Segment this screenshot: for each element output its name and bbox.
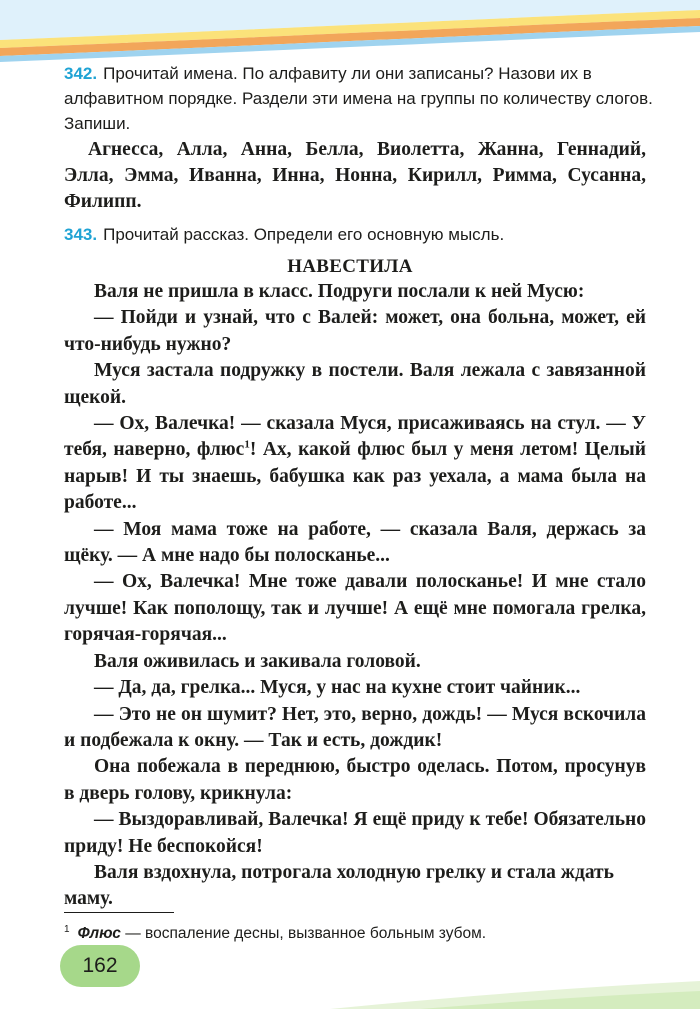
story-paragraph-7: Валя оживилась и закивала головой. — [94, 650, 421, 672]
exercise-342-number: 342. — [64, 64, 98, 83]
story-paragraph-9: — Это не он шумит? Нет, это, верно, дождь! — Муся вскочила и подбежала к окну. — Так и есть, дождик! — [64, 703, 646, 751]
story-paragraph-11: — Выздоравливай, Валечка! Я ещё приду к тебе! Обязательно приду! Не беспокойся! — [64, 809, 646, 857]
story-paragraph-4 — [64, 411, 646, 517]
story-text — [64, 279, 646, 913]
top-decorative-stripes — [0, 0, 700, 70]
story-paragraph-5: — Моя мама тоже на работе, — сказала Валя, держась за щёку. — А мне надо бы полосканье... — [64, 518, 646, 567]
story-paragraph-12: Валя вздохнула, потрогала холодную грелку и стала ждать маму. — [64, 861, 614, 910]
story-paragraph-6: — Ох, Валечка! Мне тоже давали полосканье! И мне стало лучше! Как пополощу, так и лучше! А ещё мне помогала грелка, горячая-горячая... — [64, 571, 646, 646]
page-number: 162 — [82, 954, 118, 977]
story-title: НАВЕСТИЛА — [287, 256, 413, 277]
footnote-divider — [64, 912, 174, 913]
exercise-342 — [64, 61, 654, 136]
footnote — [64, 919, 664, 945]
story-paragraph-4-end: ! Ах, какой флюс был у меня летом! Целый нарыв! И ты знаешь, бабушка как раз уехала, а мама была на работе... — [64, 439, 646, 514]
exercise-343-number: 343. — [64, 225, 98, 244]
story-paragraph-8: — Да, да, грелка... Муся, у нас на кухне стоит чайник... — [94, 677, 581, 699]
footnote-mark: 1 — [64, 924, 70, 935]
story-paragraph-1: Валя не пришла в класс. Подруги послали к ней Мусю: — [94, 281, 585, 302]
story-paragraph-2: — Пойди и узнай, что с Валей: может, она больна, может, ей что-нибудь нужно? — [64, 307, 646, 355]
exercise-343-instruction: Прочитай рассказ. Определи его основную мысль. — [103, 225, 505, 244]
exercise-343 — [64, 222, 654, 247]
footnote-term: Флюс — [77, 925, 121, 943]
story-paragraph-3: Муся застала подружку в постели. Валя лежала с завязанной щекой. — [64, 360, 646, 408]
exercise-342-instruction: Прочитай имена. По алфавиту ли они записаны? Назови их в алфавитном порядке. Раздели эти имена на группы по количеству слогов. Запиши. — [64, 64, 653, 133]
bottom-decorative-wave — [0, 969, 700, 1009]
footnote-reference: 1 — [244, 438, 250, 451]
names-list: Агнесса, Алла, Анна, Белла, Виолетта, Жанна, Геннадий, Элла, Эмма, Иванна, Инна, Нонна, Кирилл, Римма, Сусанна, Филипп. — [64, 139, 646, 212]
story-paragraph-4-start: — Ох, Валечка! — сказала Муся, присаживаясь на стул. — У тебя, наверно, флюс — [64, 413, 646, 461]
story-paragraph-10: Она побежала в переднюю, быстро оделась. Потом, просунув в дверь голову, крикнула: — [64, 756, 646, 804]
footnote-definition: — воспаление десны, вызванное больным зубом. — [120, 925, 487, 943]
